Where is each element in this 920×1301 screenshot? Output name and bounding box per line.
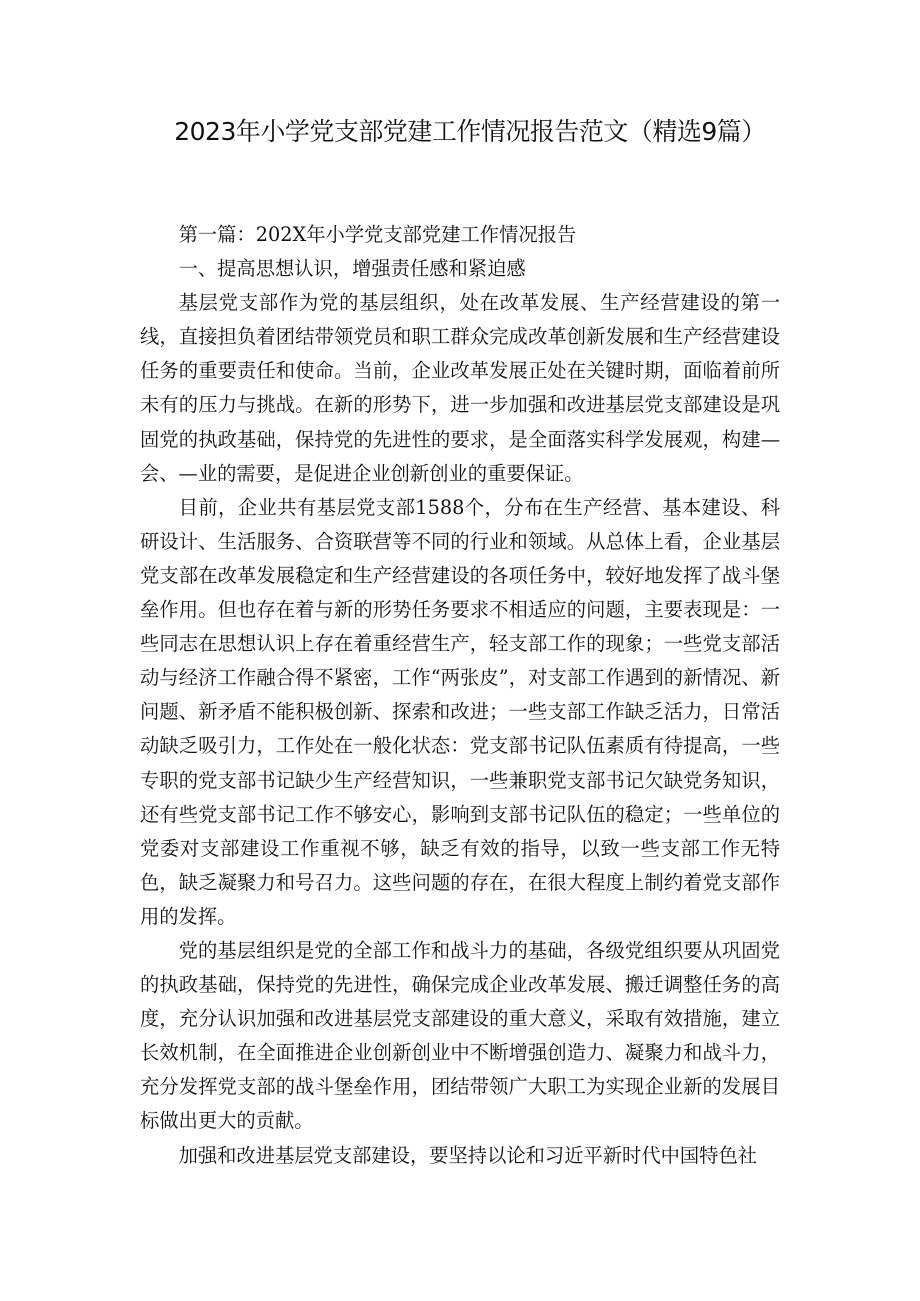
body-paragraph: 加强和改进基层党支部建设，要坚持以论和习近平新时代中国特色社 bbox=[178, 1143, 758, 1167]
section-heading: 一、提高思想认识，增强责任感和紧迫感 bbox=[178, 257, 526, 281]
chapter-heading: 第一篇：202X年小学党支部党建工作情况报告 bbox=[178, 223, 577, 246]
document-body bbox=[140, 218, 780, 1173]
document-title: 2023年小学党支部党建工作情况报告范文（精选9篇） bbox=[174, 117, 766, 146]
body-paragraph: 党的基层组织是党的全部工作和战斗力的基础，各级党组织要从巩固党的执政基础，保持党的先进性，确保完成企业改革发展、搬迁调整任务的高度，充分认识加强和改进基层党支部建设的重大意义，采取有效措施，建立长效机制，在全面推进企业创新创业中不断增强创造力、凝聚力和战斗力，充分发挥党支部的战斗堡垒作用，团结带领广大职工为实现企业新的发展目标做出更大的贡献。 bbox=[140, 938, 780, 1133]
body-paragraph: 基层党支部作为党的基层组织，处在改革发展、生产经营建设的第一线，直接担负着团结带领党员和职工群众完成改革创新发展和生产经营建设任务的重要责任和使命。当前，企业改革发展正处在关键时期，面临着前所未有的压力与挑战。在新的形势下，进一步加强和改进基层党支部建设是巩固党的执政基础，保持党的先进性的要求，是全面落实科学发展观，构建—会、—业的需要，是促进企业创新创业的重要保证。 bbox=[140, 291, 780, 485]
body-paragraph: 目前，企业共有基层党支部1588个，分布在生产经营、基本建设、科研设计、生活服务、合资联营等不同的行业和领域。从总体上看，企业基层党支部在改革发展稳定和生产经营建设的各项任务中，较好地发挥了战斗堡垒作用。但也存在着与新的形势任务要求不相适应的问题，主要表现是：一些同志在思想认识上存在着重经营生产，轻支部工作的现象；一些党支部活动与经济工作融合得不紧密，工作“两张皮”，对支部工作遇到的新情况、新问题、新矛盾不能积极创新、探索和改进；一些支部工作缺乏活力，日常活动缺乏吸引力，工作处在一般化状态：党支部书记队伍素质有待提高，一些专职的党支部书记缺少生产经营知识，一些兼职党支部书记欠缺党务知识，还有些党支部书记工作不够安心，影响到支部书记队伍的稳定；一些单位的党委对支部建设工作重视不够，缺乏有效的指导，以致一些支部工作无特色，缺乏凝聚力和号召力。这些问题的存在，在很大程度上制约着党支部作用的发挥。 bbox=[140, 495, 780, 928]
